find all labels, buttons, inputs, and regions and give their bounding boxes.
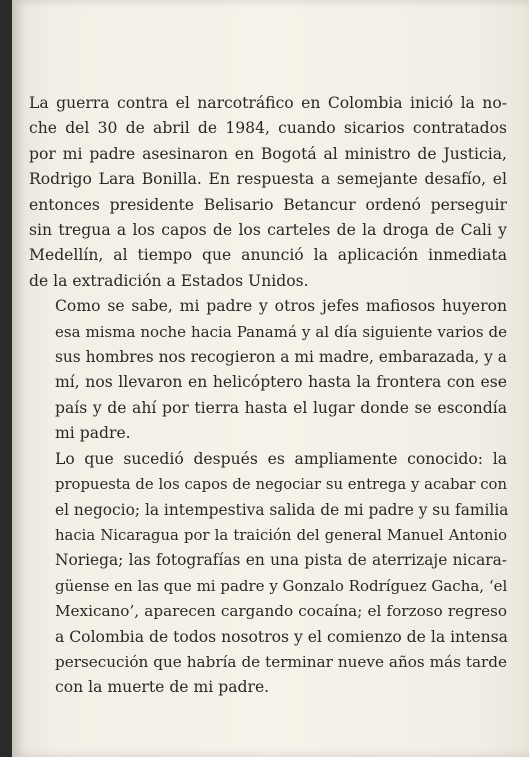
text-line: el negocio; la intempestiva salida de mi padre y su familia bbox=[55, 500, 509, 519]
text-line: esa misma noche hacia Panamá y al día siguiente varios de bbox=[55, 322, 507, 341]
text-line: país y de ahí por tierra hasta el lugar donde se escondía bbox=[55, 398, 507, 417]
paragraph-1 bbox=[29, 91, 507, 294]
text-line: mí, nos llevaron en helicóptero hasta la frontera con ese bbox=[55, 373, 507, 392]
text-line: sus hombres nos recogieron a mi madre, embarazada, y a bbox=[55, 348, 507, 367]
text-line: La guerra contra el narcotráfico en Colombia inició la no- bbox=[29, 94, 507, 112]
text-line: Medellín, al tiempo que anunció la aplicación inmediata bbox=[29, 246, 507, 265]
paragraph-2 bbox=[29, 294, 507, 446]
text-line: Mexicano’, aparecen cargando cocaína; el forzoso regreso bbox=[55, 602, 507, 621]
text-line: Lo que sucedió después es ampliamente conocido: la bbox=[55, 449, 507, 468]
text-line: Rodrigo Lara Bonilla. En respuesta a semejante desafío, el bbox=[29, 170, 507, 189]
text-line: a Colombia de todos nosotros y el comienzo de la intensa bbox=[55, 627, 508, 646]
text-line: con la muerte de mi padre. bbox=[55, 678, 270, 697]
text-line: persecución que habría de terminar nueve años más tarde bbox=[55, 652, 507, 671]
text-line: mi padre. bbox=[55, 424, 131, 443]
text-line: propuesta de los capos de negociar su entrega y acabar con bbox=[55, 476, 507, 494]
text-line: güense en las que mi padre y Gonzalo Rodríguez Gacha, ‘el bbox=[55, 576, 508, 595]
text-line: Como se sabe, mi padre y otros jefes mafiosos huyeron bbox=[55, 297, 507, 316]
body-text bbox=[29, 91, 507, 701]
text-line: de la extradición a Estados Unidos. bbox=[29, 271, 309, 290]
text-line: por mi padre asesinaron en Bogotá al ministro de Justicia, bbox=[29, 144, 507, 163]
text-line: sin tregua a los capos de los carteles de la droga de Cali y bbox=[29, 221, 507, 240]
book-page bbox=[12, 0, 529, 757]
text-line: hacia Nicaragua por la traición del general Manuel Antonio bbox=[55, 526, 507, 544]
paragraph-3 bbox=[29, 447, 507, 701]
text-line: Noriega; las fotografías en una pista de aterrizaje nicara- bbox=[55, 551, 507, 570]
text-line: entonces presidente Belisario Betancur ordenó perseguir bbox=[29, 195, 507, 214]
text-line: che del 30 de abril de 1984, cuando sicarios contratados bbox=[29, 119, 507, 138]
